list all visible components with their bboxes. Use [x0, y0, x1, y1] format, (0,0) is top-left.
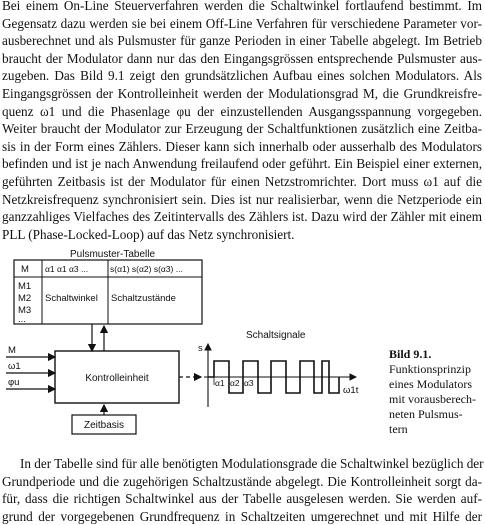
signals-axis-s: s — [198, 343, 203, 354]
angle-label-alpha1: α1 — [215, 378, 225, 388]
text-line: ganzzahliges Vielfaches des Zeitintervalls des Zählers ist. Dazu wird der Zähler mit einem — [2, 209, 482, 225]
table-cell-switching-angles: Schaltwinkel — [45, 293, 98, 304]
text-line: befinden und ist je nach Anwendung freilaufend oder geführt. Ein Beispiel einer externen, — [2, 156, 482, 172]
caption-line: neten Pulsmus- — [389, 407, 463, 421]
switching-signals-plot — [198, 330, 359, 407]
caption-line: mit vorausberech- — [389, 392, 476, 406]
text-line: In der Tabelle sind für alle benötigten Modulationsgrade die Schaltwinkel bezüglich der — [20, 456, 484, 471]
table-row-more: ... — [18, 314, 26, 325]
pulse-pattern-table — [14, 249, 202, 325]
text-line: sis in der Form eines Zählers. Dieser kann sich innerhalb oder ausserhalb des Modulators — [2, 138, 482, 154]
table-row-m1: M1 — [18, 281, 32, 292]
controller-inputs — [6, 345, 55, 389]
text-line: braucht der Modulator dann nur das den Eingangsgrössen entsprechende Pulsmuster aus- — [2, 50, 482, 66]
signals-axis-t: ω1t — [343, 385, 359, 396]
text-line: Gegensatz dazu werden sie bei einem Off-Line Verfahren für verschiedene Parameter vor- — [2, 15, 482, 31]
text-line: Grundperiode und die zugehörigen Schaltzustände abgelegt. Die Kontrolleinheit sorgt da- — [2, 473, 482, 489]
text-line: Netzkreisfrequenz synchronisiert sein. Dies ist nur realisierbar, wenn die Netzperiode ein — [2, 191, 482, 207]
figure-caption — [389, 347, 481, 437]
table-header-state: s(α1) s(α2) s(α3) ... — [110, 264, 183, 274]
text-line: geführten Zeitbasis ist der Modulator für einen Netzstromrichter. Dort muss ω1 auf die — [2, 173, 482, 189]
text-line: grund der vorgegebenen Grundfrequenz in Schaltzeiten umgerechnet und mit Hilfe der — [2, 508, 482, 524]
caption-line: tern — [389, 422, 408, 436]
input-phi-label: φu — [8, 377, 20, 388]
caption-line: Funktionsprinzip — [389, 362, 472, 376]
table-row-m2: M2 — [18, 293, 32, 304]
text-line: für, dass die richtigen Schaltwinkel aus der Tabelle ausgelesen werden. Sie werden auf- — [2, 491, 482, 507]
input-m-label: M — [8, 345, 16, 356]
caption-line: eines Modulators — [389, 377, 472, 391]
text-line: Weiter braucht der Modulator zur Erzeugung der Schaltfunktionen zusätzlich eine Zeitba- — [2, 121, 482, 137]
text-line: PLL (Phase-Locked-Loop) auf das Netz synchronisiert. — [2, 226, 295, 242]
text-line: zugeben. Das Bild 9.1 zeigt den grundsätzlichen Aufbau eines solchen Modulators. Als — [2, 68, 482, 84]
table-header-m: M — [21, 264, 29, 275]
table-row-m3: M3 — [18, 305, 32, 316]
timebase-label: Zeitbasis — [83, 420, 125, 431]
angle-label-alpha2: α2 — [230, 378, 240, 388]
table-cell-switching-states: Schaltzustände — [111, 293, 176, 304]
text-line: Bei einem On-Line Steuerverfahren werden die Schaltwinkel fortlaufend bestimmt. Im — [2, 0, 482, 13]
caption-title: Bild 9.1. — [389, 347, 432, 361]
bottom-paragraph — [2, 455, 482, 525]
table-title: Pulsmuster-Tabelle — [70, 249, 156, 260]
angle-label-alpha3: α3 — [244, 378, 254, 388]
table-header-alpha: α1 α1 α3 ... — [45, 264, 89, 274]
text-line: quenz ω1 und die Phasenlage φu der einzustellenden Ausgangsspannung vorgegeben. — [2, 103, 482, 119]
controller-label: Kontrolleinheit — [85, 373, 149, 384]
input-omega-label: ω1 — [8, 361, 21, 372]
signals-title: Schaltsignale — [246, 330, 306, 341]
text-line: ausberechnet und als Pulsmuster für ganze Perioden in einer Tabelle abgelegt. Im Betrieb — [2, 33, 482, 49]
text-line: Eingangsgrössen der Kontrolleinheit werden der Modulationsgrad M, die Grundkreisfre- — [2, 85, 482, 101]
top-paragraph — [2, 0, 482, 243]
